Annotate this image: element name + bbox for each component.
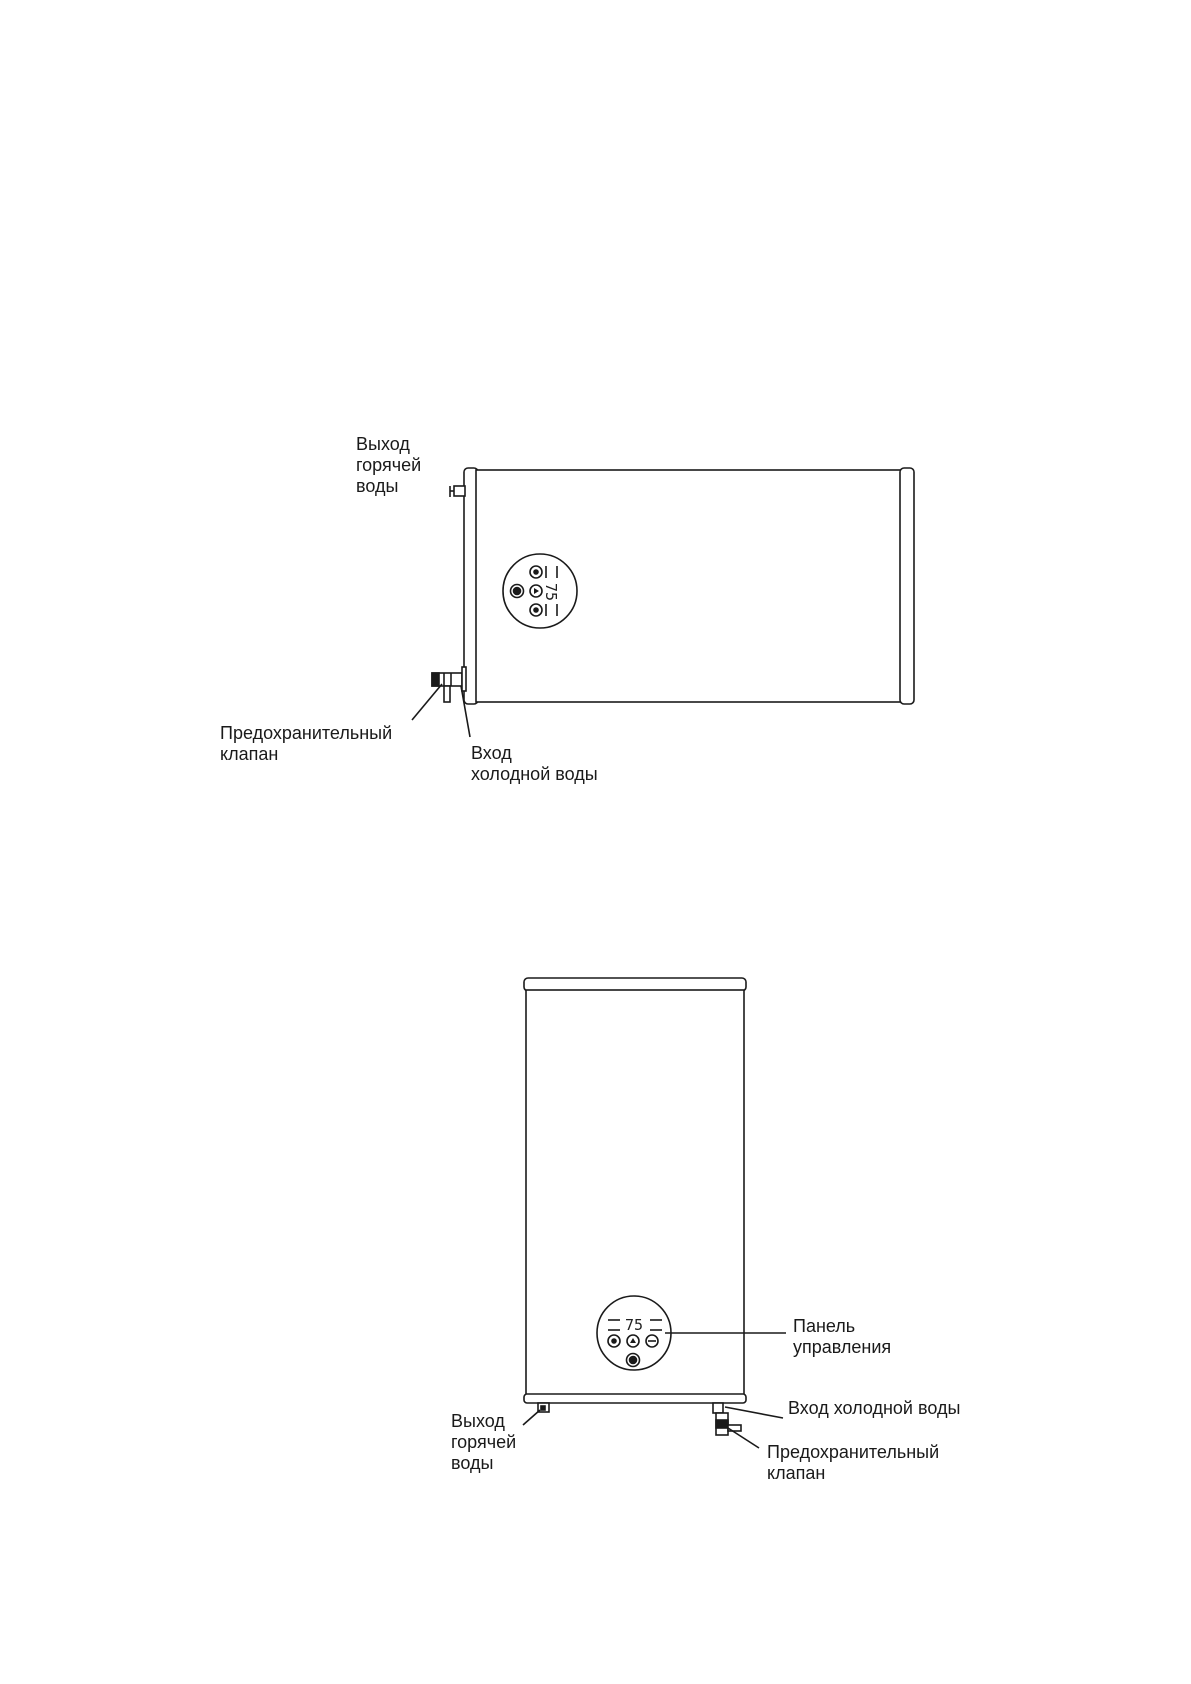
label-line: горячей [451,1432,517,1452]
hot-water-outlet-pipe [450,486,465,497]
label-line: горячей [356,455,422,475]
label-line: воды [451,1453,494,1473]
label-line: Предохранительный [767,1442,940,1462]
vertical-heater [523,978,786,1448]
label-line: управления [793,1337,892,1357]
label-line: Панель [793,1316,856,1336]
leader-cold-inlet-v [725,1407,783,1418]
label-line: Предохранительный [220,723,393,743]
safety-valve-horizontal [432,667,466,702]
label-cold-water-inlet-vertical [788,1398,960,1419]
right-end-cap [900,468,914,704]
label-line: Выход [451,1411,505,1431]
control-panel-horizontal [503,554,577,628]
label-cold-water-inlet-horizontal [471,743,598,785]
label-hot-water-outlet-horizontal [356,434,421,497]
label-line: холодной воды [471,764,598,784]
display-readout-vertical: 75 [625,1316,644,1334]
label-line: клапан [220,744,279,764]
label-line: Вход [471,743,512,763]
label-hot-water-outlet-vertical [451,1411,516,1474]
label-control-panel [793,1316,891,1358]
label-line: клапан [767,1463,826,1483]
bottom-cap [524,1394,746,1403]
label-line: воды [356,476,399,496]
leader-hot-outlet-v [523,1410,540,1425]
label-safety-valve-vertical [767,1442,939,1484]
leader-safety-valve-v [728,1428,759,1448]
leader-safety-valve-h [412,684,442,720]
horizontal-heater [412,468,914,737]
label-line: Вход холодной воды [788,1398,961,1418]
label-line: Выход [356,434,410,454]
label-safety-valve-horizontal [220,723,392,765]
display-readout-horizontal: 75 [542,583,560,602]
top-cap [524,978,746,991]
